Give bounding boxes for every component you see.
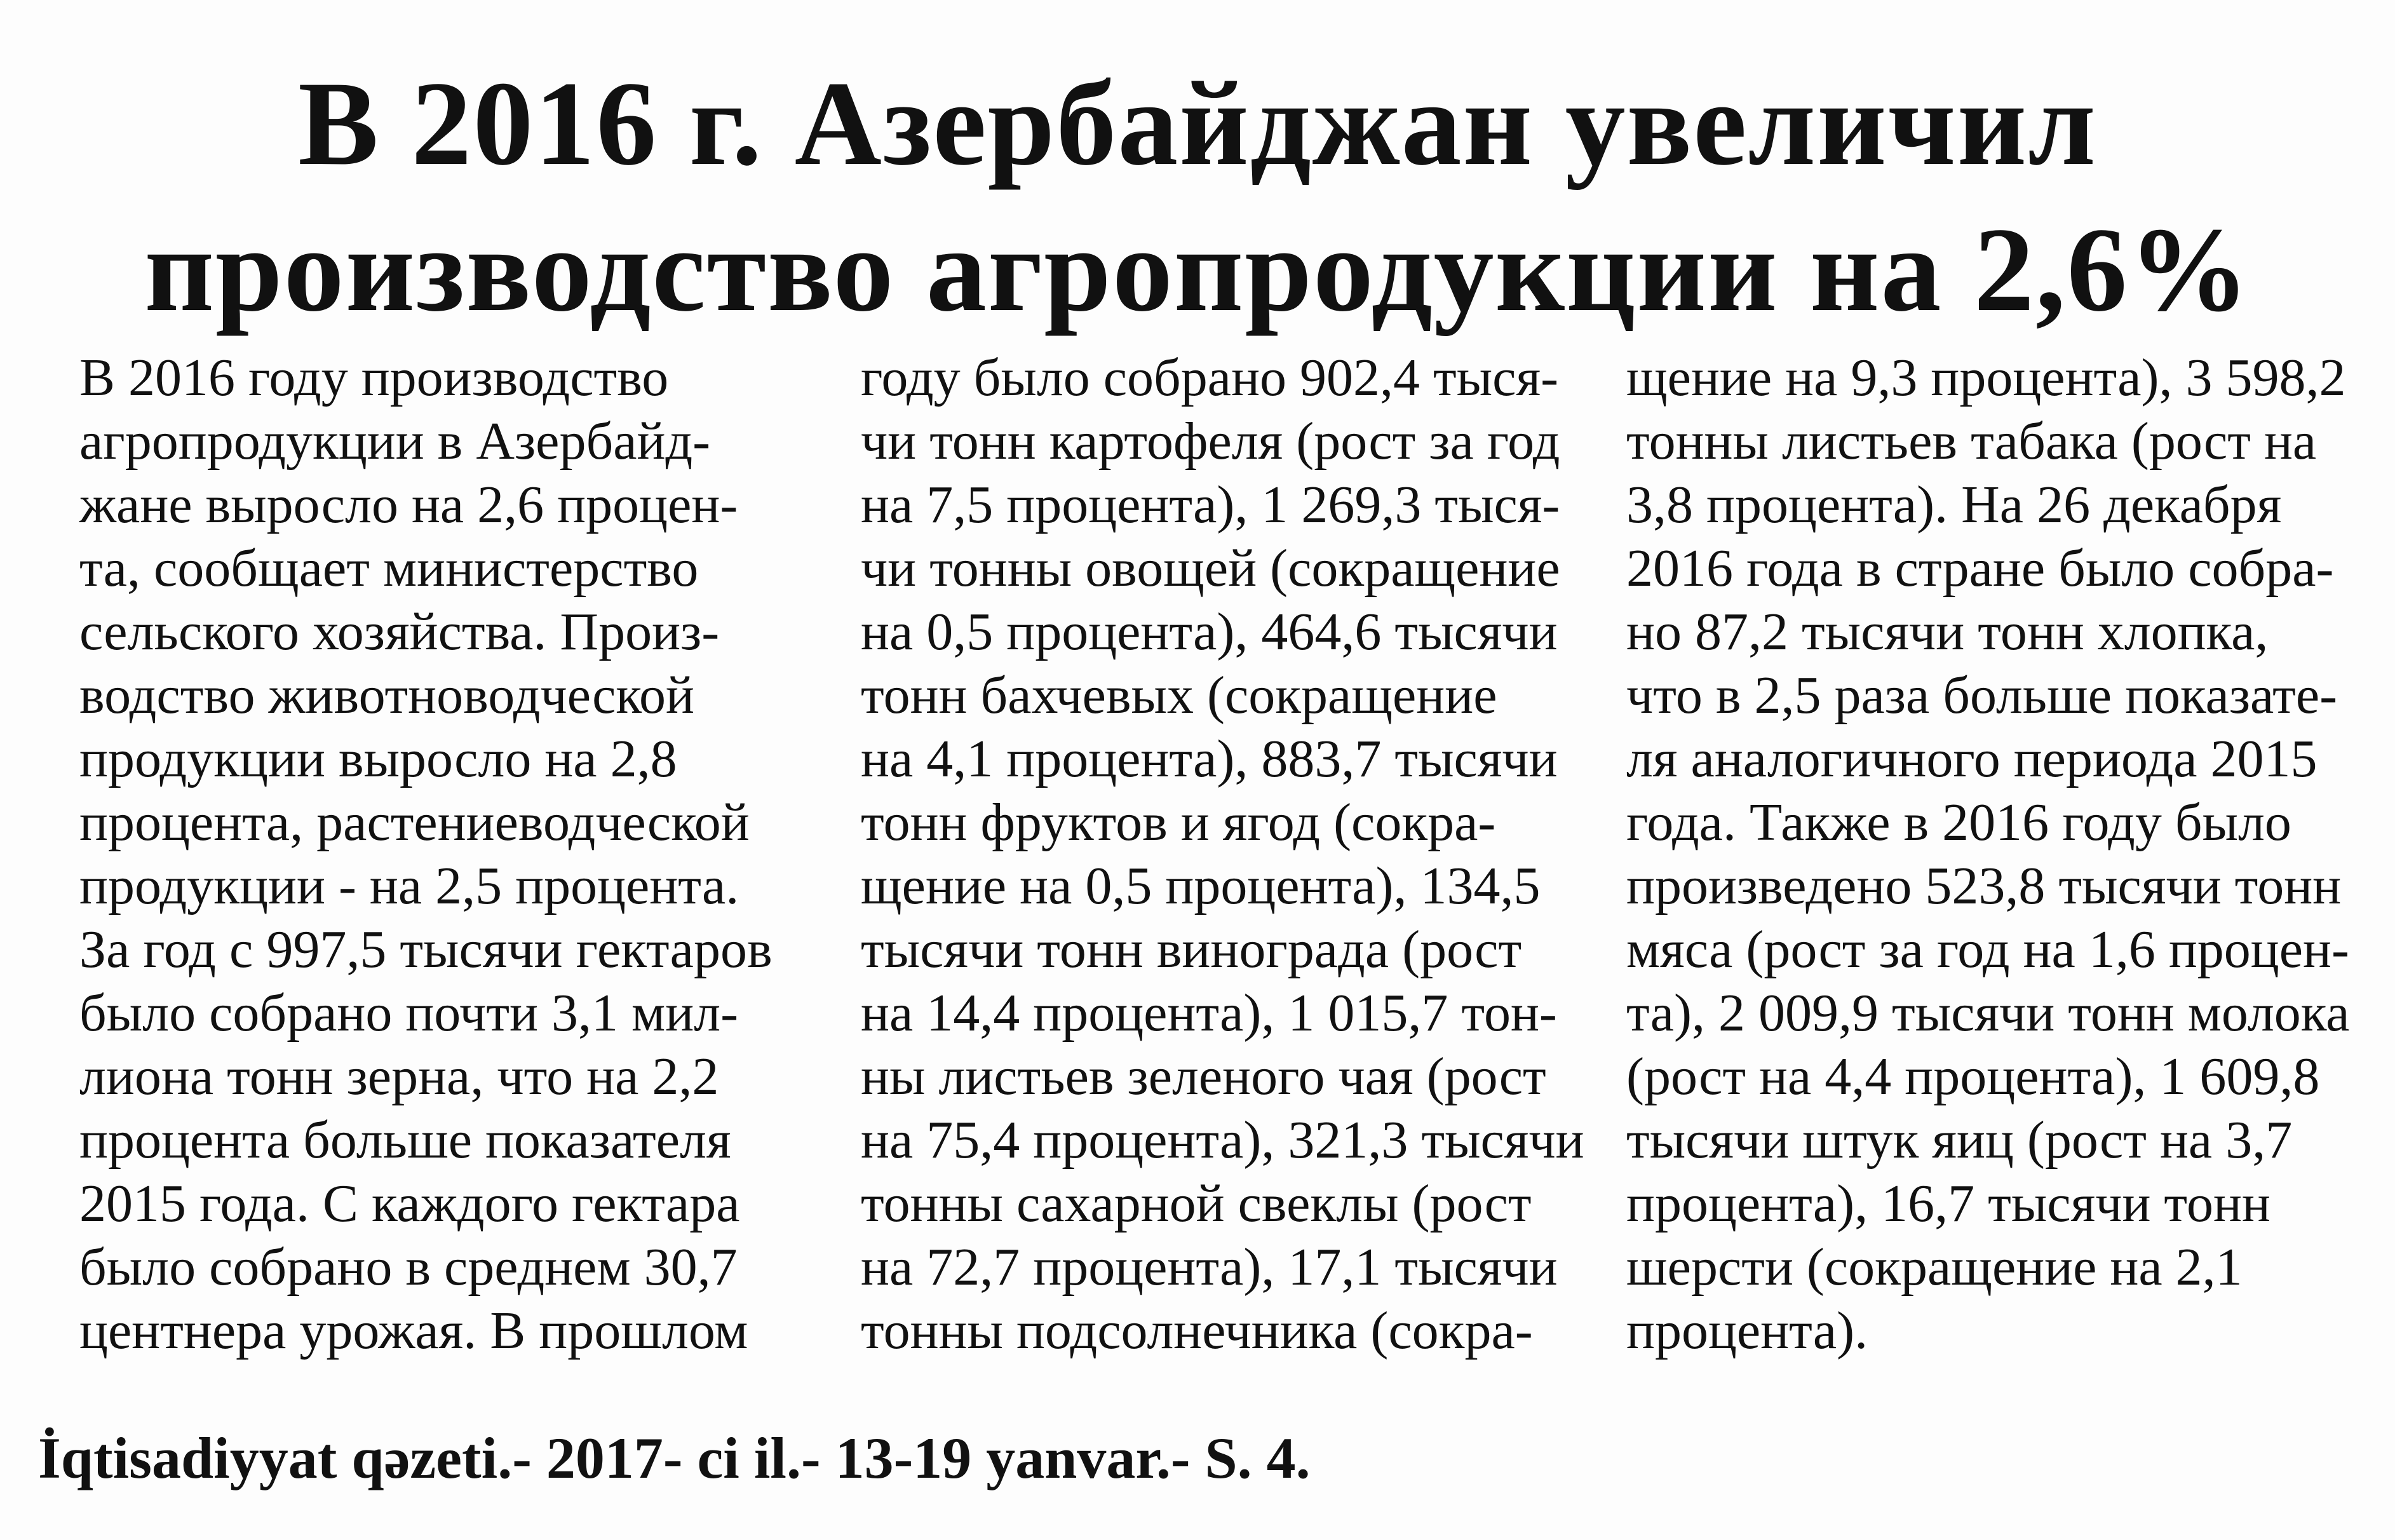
column-line: В 2016 году производство bbox=[79, 348, 669, 407]
article-column-2 bbox=[861, 346, 1584, 1363]
column-line: агропродукции в Азербайд- bbox=[79, 412, 711, 471]
column-line: (рост на 4,4 процента), 1 609,8 bbox=[1626, 1047, 2320, 1106]
column-line: тысячи тонн винограда (рост bbox=[861, 920, 1522, 979]
column-line: на 72,7 процента), 17,1 тысячи bbox=[861, 1238, 1558, 1297]
column-line: шерсти (сокращение на 2,1 bbox=[1626, 1238, 2243, 1297]
column-line: чи тонны овощей (сокращение bbox=[861, 539, 1560, 598]
column-line: что в 2,5 раза больше показате- bbox=[1626, 666, 2338, 725]
column-line: продукции выросло на 2,8 bbox=[79, 729, 677, 788]
column-line: было собрано почти 3,1 мил- bbox=[79, 983, 739, 1043]
column-line: 2015 года. С каждого гектара bbox=[79, 1174, 740, 1233]
article-column-1 bbox=[79, 346, 772, 1363]
column-line: тонны листьев табака (рост на bbox=[1626, 412, 2317, 471]
column-line: сельского хозяйства. Произ- bbox=[79, 602, 720, 661]
column-line: тысячи штук яиц (рост на 3,7 bbox=[1626, 1111, 2293, 1170]
column-line: чи тонн картофеля (рост за год bbox=[861, 412, 1560, 471]
column-line: центнера урожая. В прошлом bbox=[79, 1301, 748, 1360]
headline bbox=[0, 51, 2395, 343]
headline-line-2: производство агропродукции на 2,6% bbox=[144, 203, 2251, 337]
column-line: года. Также в 2016 году было bbox=[1626, 793, 2291, 852]
column-line: на 0,5 процента), 464,6 тысячи bbox=[861, 602, 1558, 661]
column-line: мяса (рост за год на 1,6 процен- bbox=[1626, 920, 2349, 979]
article-column-3 bbox=[1626, 346, 2350, 1363]
column-line: произведено 523,8 тысячи тонн bbox=[1626, 856, 2342, 915]
column-line: тонн бахчевых (сокращение bbox=[861, 666, 1497, 725]
column-line: продукции - на 2,5 процента. bbox=[79, 856, 739, 915]
column-line: на 14,4 процента), 1 015,7 тон- bbox=[861, 983, 1557, 1043]
column-line: щение на 9,3 процента), 3 598,2 bbox=[1626, 348, 2346, 407]
column-line: водство животноводческой bbox=[79, 666, 694, 725]
column-line: на 75,4 процента), 321,3 тысячи bbox=[861, 1111, 1584, 1170]
column-line: году было собрано 902,4 тыся- bbox=[861, 348, 1559, 407]
column-line: тонн фруктов и ягод (сокра- bbox=[861, 793, 1496, 852]
column-line: щение на 0,5 процента), 134,5 bbox=[861, 856, 1541, 915]
column-line: 2016 года в стране было собра- bbox=[1626, 539, 2334, 598]
column-line: ля аналогичного периода 2015 bbox=[1626, 729, 2317, 788]
column-line: тонны сахарной свеклы (рост bbox=[861, 1174, 1532, 1233]
column-line: 3,8 процента). На 26 декабря bbox=[1626, 475, 2282, 534]
column-line: За год с 997,5 тысячи гектаров bbox=[79, 920, 772, 979]
column-line: процента). bbox=[1626, 1301, 1868, 1360]
column-line: на 7,5 процента), 1 269,3 тыся- bbox=[861, 475, 1560, 534]
column-line: процента, растениеводческой bbox=[79, 793, 750, 852]
column-line: процента больше показателя bbox=[79, 1111, 731, 1170]
column-line: лиона тонн зерна, что на 2,2 bbox=[79, 1047, 719, 1106]
column-line: было собрано в среднем 30,7 bbox=[79, 1238, 738, 1297]
column-line: жане выросло на 2,6 процен- bbox=[79, 475, 738, 534]
column-line: процента), 16,7 тысячи тонн bbox=[1626, 1174, 2270, 1233]
column-line: ны листьев зеленого чая (рост bbox=[861, 1047, 1546, 1106]
column-line: на 4,1 процента), 883,7 тысячи bbox=[861, 729, 1558, 788]
source-citation: İqtisadiyyat qəzeti.- 2017- ci il.- 13-19 yanvar.- S. 4. bbox=[38, 1426, 1311, 1490]
column-line: тонны подсолнечника (сокра- bbox=[861, 1301, 1533, 1360]
column-line: та, сообщает министерство bbox=[79, 539, 699, 598]
headline-line-1: В 2016 г. Азербайджан увеличил bbox=[298, 57, 2097, 191]
column-line: та), 2 009,9 тысячи тонн молока bbox=[1626, 983, 2350, 1043]
column-line: но 87,2 тысячи тонн хлопка, bbox=[1626, 602, 2269, 661]
